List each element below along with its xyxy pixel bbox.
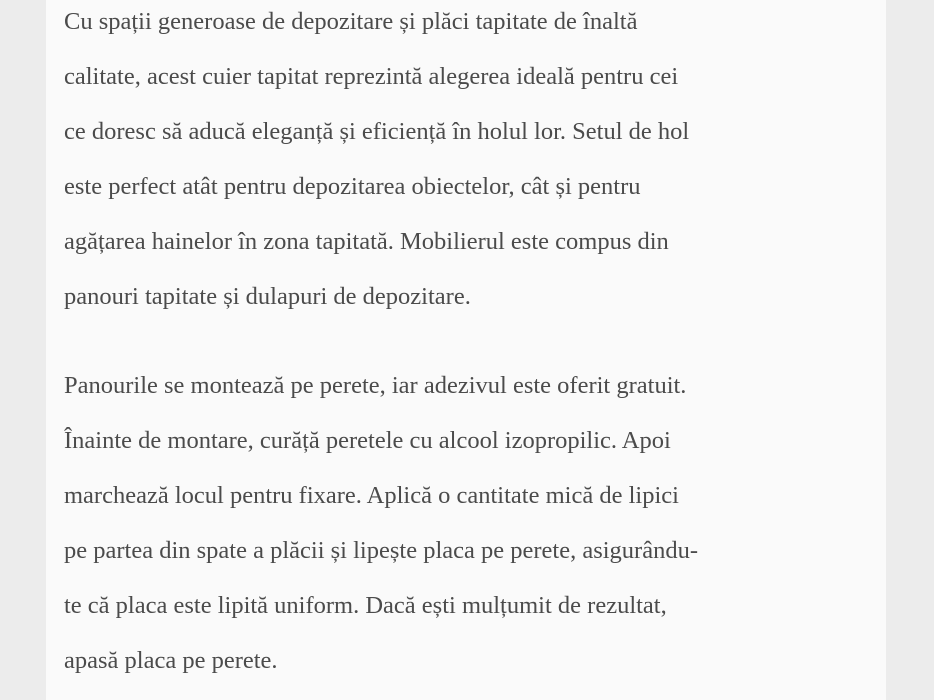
paragraph-storage-description (64, 0, 886, 330)
text-line: pe partea din spate a plăcii și lipește placa pe perete, asigurându- (64, 537, 698, 564)
text-line: te că placa este lipită uniform. Dacă ești mulțumit de rezultat, (64, 592, 667, 619)
document-page (46, 0, 886, 700)
paragraph-mounting-instructions (64, 364, 886, 694)
text-line: Panourile se montează pe perete, iar adezivul este oferit gratuit. (64, 372, 687, 399)
text-line: ce doresc să aducă eleganță și eficiență în holul lor. Setul de hol (64, 118, 690, 145)
text-line: marchează locul pentru fixare. Aplică o cantitate mică de lipici (64, 482, 679, 509)
text-line: calitate, acest cuier tapitat reprezintă alegerea ideală pentru cei (64, 63, 679, 90)
text-line: apasă placa pe perete. (64, 647, 278, 674)
text-line: Cu spații generoase de depozitare și plăci tapitate de înaltă (64, 8, 638, 35)
text-line: Înainte de montare, curăță peretele cu alcool izopropilic. Apoi (64, 427, 671, 454)
text-line: panouri tapitate și dulapuri de depozitare. (64, 283, 471, 310)
text-line: agățarea hainelor în zona tapitată. Mobilierul este compus din (64, 228, 669, 255)
text-line: este perfect atât pentru depozitarea obiectelor, cât și pentru (64, 173, 641, 200)
